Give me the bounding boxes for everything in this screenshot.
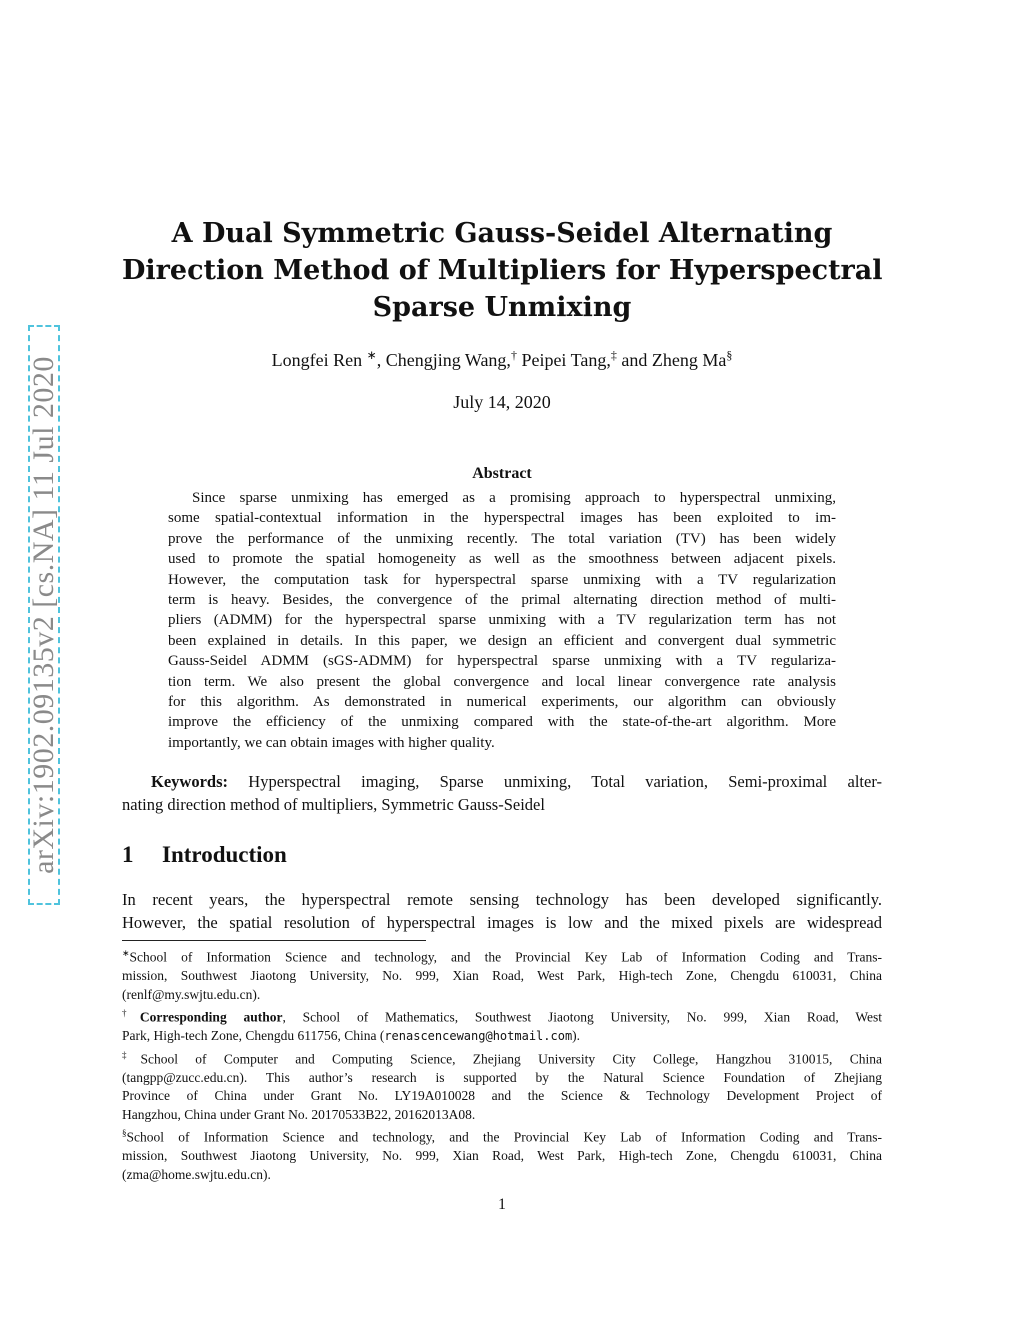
footnote-line	[122, 1027, 882, 1046]
section-heading-introduction	[122, 842, 882, 868]
abstract-line: for this algorithm. As demonstrated in numerical experiments, our algorithm can obviously	[168, 694, 836, 711]
author-tang: Peipei Tang,	[521, 350, 611, 370]
abstract-heading: Abstract	[472, 465, 532, 482]
intro-line-1: In recent years, the hyperspectral remote sensing technology has been developed significantly.	[122, 890, 882, 909]
footnote-line: mission, Southwest Jiaotong University, No. 999, Xian Road, West Park, High-tech Zone, Chengdu 610031, China	[122, 1148, 882, 1163]
abstract-line: prove the performance of the unmixing recently. The total variation (TV) has been widely	[168, 530, 836, 547]
page-number: 1	[498, 1196, 506, 1213]
intro-line-2: However, the spatial resolution of hyperspectral images is low and the mixed pixels are widespread	[122, 913, 882, 932]
abstract-line: some spatial-contextual information in the hyperspectral images has been exploited to im-	[168, 510, 836, 527]
title-line-1: A Dual Symmetric Gauss-Seidel Alternating	[171, 218, 833, 249]
arxiv-identifier-text: arXiv:1902.09135v2 [cs.NA] 11 Jul 2020	[27, 356, 60, 874]
abstract-line: However, the computation task for hyperspectral sparse unmixing with a TV regularization	[168, 571, 836, 588]
abstract-line: term is heavy. Besides, the convergence of the primal alternating direction method of multi-	[168, 592, 836, 609]
abstract-line: used to promote the spatial homogeneity as well as the smoothness between adjacent pixels.	[168, 551, 836, 568]
footnote-text: ).	[572, 1028, 581, 1043]
author-ren: Longfei Ren	[271, 350, 363, 370]
footnote-ren	[122, 944, 882, 1004]
section-number: 1	[122, 842, 134, 867]
keywords-line-2: nating direction method of multipliers, Symmetric Gauss-Seidel	[122, 795, 545, 814]
author-ma: and Zheng Ma	[621, 350, 727, 370]
abstract-line: pliers (ADMM) for the hyperspectral sparse unmixing with a TV regularization term has not	[168, 612, 836, 629]
footnote-tang	[122, 1046, 882, 1125]
footnote-line: mission, Southwest Jiaotong University, No. 999, Xian Road, West Park, High-tech Zone, Chengdu 610031, China	[122, 968, 882, 983]
footnote-line: (tangpp@zucc.edu.cn). This author’s research is supported by the Natural Science Foundation of Zhejiang	[122, 1069, 882, 1085]
footnote-mark: †	[122, 1008, 140, 1018]
arxiv-identifier-stamp	[28, 325, 60, 905]
footnote-ma	[122, 1124, 882, 1184]
author-ren-footnote-mark: ∗	[366, 348, 377, 362]
footnote-line: (zma@home.swjtu.edu.cn).	[122, 1166, 271, 1182]
keywords-label: Keywords:	[151, 772, 228, 791]
footnote-line	[122, 1124, 882, 1147]
section-title: Introduction	[162, 842, 287, 867]
title-line-3: Sparse Unmixing	[372, 292, 632, 323]
introduction-paragraph	[122, 888, 882, 934]
footnote-line: Province of China under Grant No. LY19A010028 and the Science & Technology Development Project of	[122, 1088, 882, 1103]
keywords-line-1	[122, 770, 882, 793]
publication-date: July 14, 2020	[453, 392, 551, 412]
keywords-paragraph	[122, 770, 882, 816]
author-list: Longfei Ren ∗, Chengjing Wang,† Peipei Tang,‡ and Zheng Ma§	[271, 348, 733, 370]
author-ma-footnote-mark: §	[726, 348, 733, 362]
author-wang: Chengjing Wang,	[385, 350, 511, 370]
abstract-line: tion term. We also present the global convergence and local linear convergence rate analysis	[168, 673, 836, 690]
footnote-wang	[122, 1004, 882, 1046]
footnote-text: School of Information Science and technology, and the Provincial Key Lab of Information Coding and Trans-	[126, 1129, 882, 1145]
title-line-2: Direction Method of Multipliers for Hyperspectral	[122, 255, 883, 286]
abstract-line: importantly, we can obtain images with higher quality.	[168, 734, 495, 751]
author-tang-footnote-mark: ‡	[610, 348, 617, 362]
footnote-mark: §	[122, 1128, 127, 1138]
footnote-line: (renlf@my.swjtu.edu.cn).	[122, 986, 261, 1002]
corresponding-email: renascencewang@hotmail.com	[384, 1029, 573, 1043]
abstract-body	[168, 488, 836, 753]
footnote-line	[122, 944, 882, 967]
footnotes	[122, 944, 882, 1184]
footnote-text: School of Computer and Computing Science, Zhejiang University City College, Hangzhou 310015, China	[140, 1051, 883, 1066]
footnote-line: Hangzhou, China under Grant No. 20170533B22, 20162013A08.	[122, 1106, 476, 1122]
keywords-text-1: Hyperspectral imaging, Sparse unmixing, Total variation, Semi-proximal alter-	[248, 772, 882, 791]
corresponding-author-label: Corresponding author	[139, 1009, 283, 1025]
footnote-mark: ‡	[122, 1049, 141, 1060]
footnote-rule	[122, 940, 426, 941]
author-wang-footnote-mark: †	[510, 348, 517, 362]
footnote-text: Park, High-tech Zone, Chengdu 611756, China (	[122, 1028, 385, 1043]
abstract-line: improve the efficiency of the unmixing compared with the state-of-the-art algorithm. More	[168, 714, 836, 731]
footnote-line	[122, 1004, 882, 1027]
footnote-mark: ∗	[122, 948, 130, 958]
abstract-line: Gauss-Seidel ADMM (sGS-ADMM) for hyperspectral sparse unmixing with a TV regulariza-	[168, 653, 836, 670]
abstract-line: been explained in details. In this paper, we design an efficient and convergent dual symmetric	[168, 632, 836, 649]
paper-title	[122, 215, 882, 326]
footnote-text: , School of Mathematics, Southwest Jiaotong University, No. 999, Xian Road, West	[282, 1009, 882, 1025]
footnote-line	[122, 1046, 882, 1069]
footnote-text: School of Information Science and technology, and the Provincial Key Lab of Information Coding and Trans-	[129, 949, 882, 965]
abstract-line: Since sparse unmixing has emerged as a promising approach to hyperspectral unmixing,	[192, 490, 836, 506]
